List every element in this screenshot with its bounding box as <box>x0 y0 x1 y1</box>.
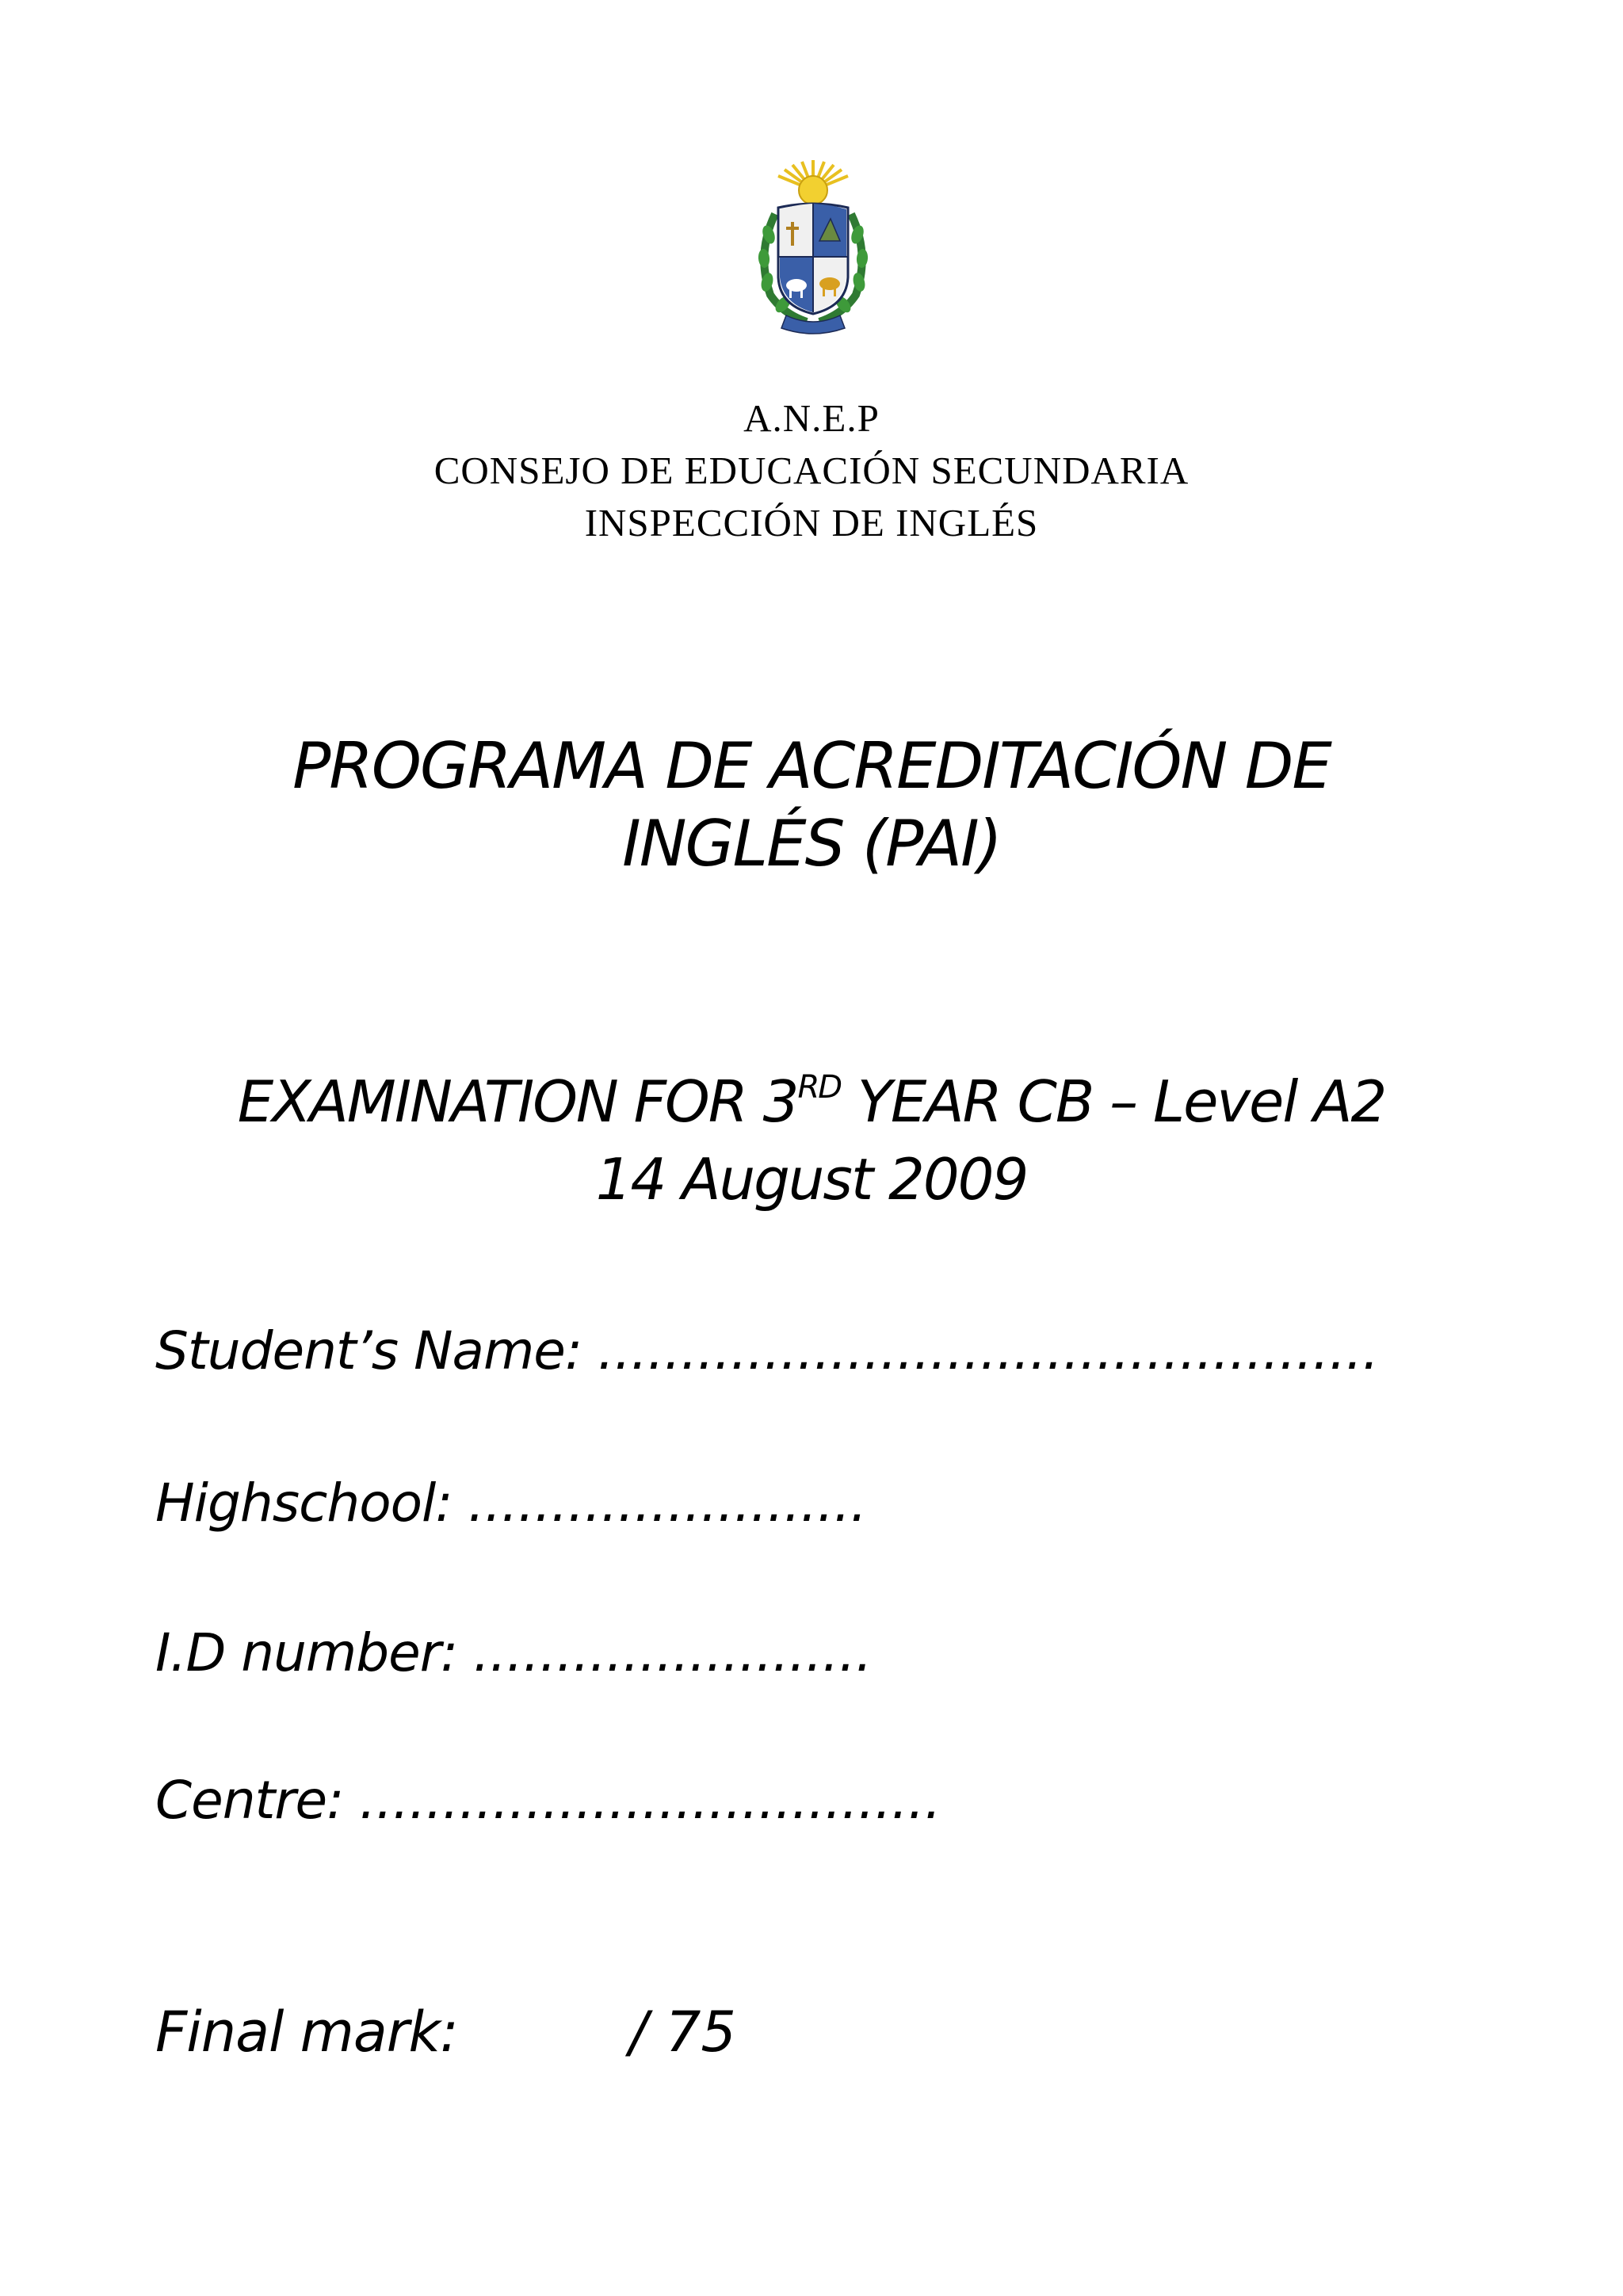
exam-title <box>0 1067 1623 1137</box>
final-mark-value: / 75 <box>629 2000 736 2065</box>
coat-of-arms-icon <box>751 159 875 334</box>
exam-date: 14 August 2009 <box>595 1146 1028 1213</box>
org-inspection: INSPECCIÓN DE INGLÉS <box>584 501 1039 544</box>
highschool-field[interactable] <box>155 1472 867 1535</box>
id-number-label: I.D number: <box>155 1622 474 1683</box>
program-title-line2: INGLÉS (PAI) <box>622 807 1001 881</box>
centre-field[interactable] <box>155 1769 941 1832</box>
student-name-field[interactable] <box>155 1320 1379 1383</box>
exam-title-prefix: EXAMINATION FOR 3 <box>237 1068 798 1135</box>
student-name-blank[interactable]: ............................................... <box>598 1320 1380 1381</box>
id-number-field[interactable] <box>155 1622 873 1685</box>
program-title-line1: PROGRAMA DE ACREDITACIÓN DE <box>292 729 1331 803</box>
id-number-blank[interactable]: ........................ <box>473 1622 873 1683</box>
exam-title-suffix: YEAR CB – Level A2 <box>841 1068 1386 1135</box>
student-name-label: Student’s Name: <box>155 1320 598 1381</box>
centre-blank[interactable]: ................................... <box>359 1770 941 1831</box>
org-council: CONSEJO DE EDUCACIÓN SECUNDARIA <box>433 449 1190 492</box>
centre-label: Centre: <box>155 1770 360 1831</box>
final-mark-label: Final mark: <box>155 2000 458 2065</box>
org-acronym: A.N.E.P <box>743 396 880 440</box>
exam-title-ordinal: RD <box>797 1069 842 1106</box>
highschool-label: Highschool: <box>155 1473 468 1534</box>
highschool-blank[interactable]: ........................ <box>468 1473 868 1534</box>
